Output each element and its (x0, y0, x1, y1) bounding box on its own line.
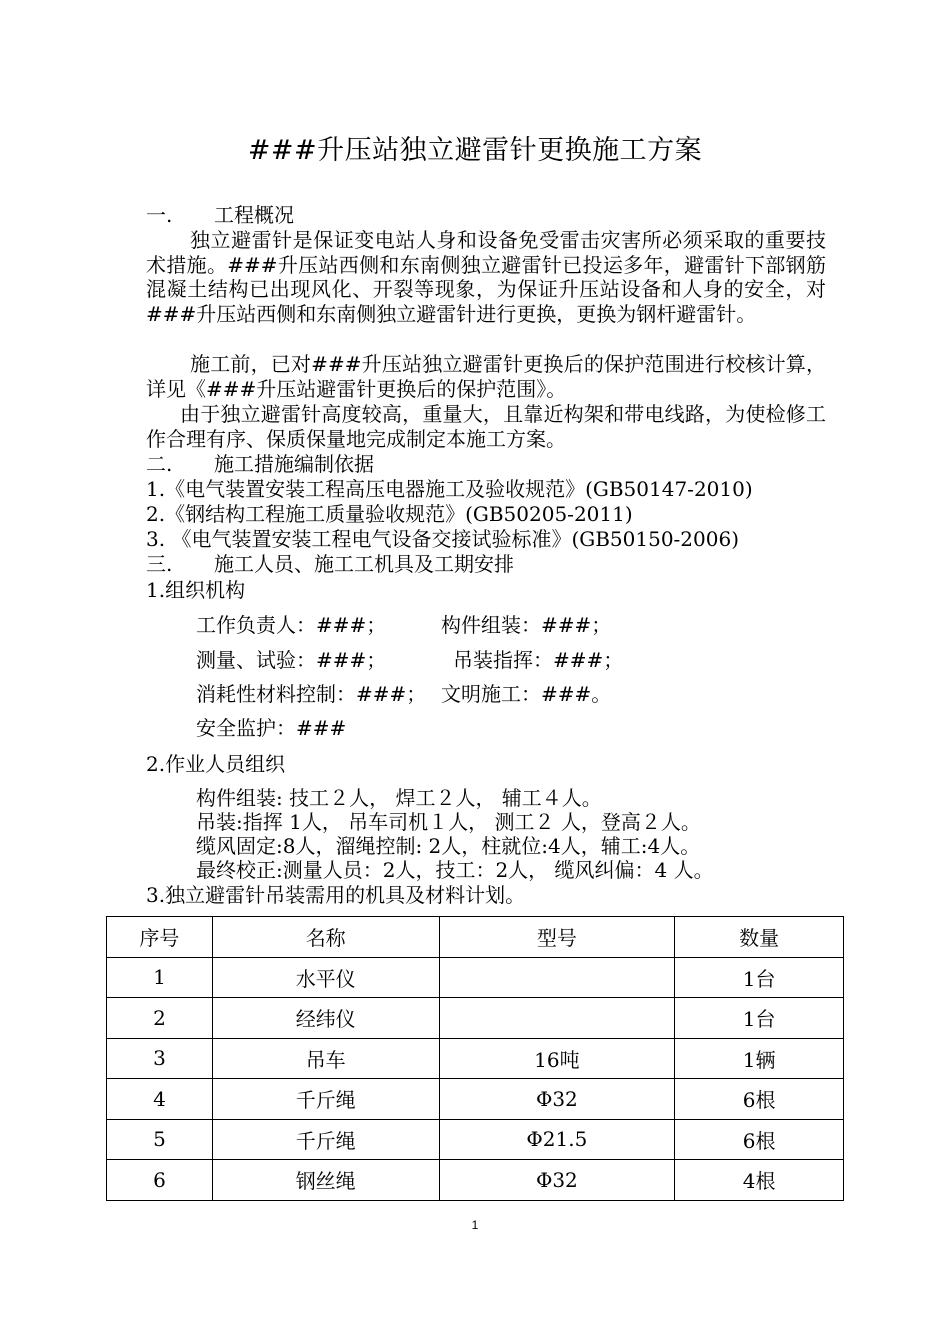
materials-table (106, 916, 844, 1201)
paragraph: 独立避雷针是保证变电站人身和设备免受雷击灾害所必须采取的重要技术措施。###升压站西侧和东南侧独立避雷针已投运多年，避雷针下部钢筋混凝土结构已出现风化、开裂等现象，为保证升压站设备和人身的安全，对###升压站西侧和东南侧独立避雷针进行更换，更换为钢杆避雷针。 (146, 228, 826, 326)
section-2-heading (146, 452, 826, 477)
column-header: 名称 (212, 917, 439, 958)
staff-line: 缆风固定:8人，溜绳控制: 2人，柱就位:4人，辅工:4人。 (196, 834, 701, 858)
section-1-heading (146, 203, 826, 228)
table-cell: 5 (107, 1119, 213, 1160)
reference-item: 1.《电气装置安装工程高压电器施工及验收规范》(GB50147-2010) (146, 477, 753, 501)
table-cell: 1台 (675, 957, 844, 998)
table-row (107, 998, 844, 1039)
table-row (107, 1119, 844, 1160)
subsection-heading: 2.作业人员组织 (146, 752, 286, 776)
table-cell: 16吨 (439, 1038, 675, 1079)
table-cell: 经纬仪 (212, 998, 439, 1039)
table-cell: 钢丝绳 (212, 1160, 439, 1201)
section-number: 三. (146, 552, 173, 576)
table-cell: 水平仪 (212, 957, 439, 998)
org-item: 测量、试验：###； (196, 648, 387, 672)
page-number: 1 (471, 1218, 479, 1232)
table-cell: 千斤绳 (212, 1079, 439, 1120)
paragraph: 由于独立避雷针高度较高，重量大，且靠近构架和带电线路，为使检修工作合理有序、保质保量地完成制定本施工方案。 (146, 402, 826, 451)
table-cell: 6根 (675, 1119, 844, 1160)
org-item: 安全监护：### (196, 716, 347, 740)
org-item: 工作负责人：###； (196, 613, 387, 637)
org-item: 吊装指挥：###； (453, 648, 624, 672)
reference-item: 3. 《电气装置安装工程电气设备交接试验标准》(GB50150-2006) (146, 527, 739, 551)
column-header: 数量 (675, 917, 844, 958)
column-header: 型号 (439, 917, 675, 958)
table-cell: 吊车 (212, 1038, 439, 1079)
staff-line: 构件组装: 技工２人， 焊工２人， 辅工４人。 (196, 786, 602, 810)
table-cell: 6 (107, 1160, 213, 1201)
section-title: 工程概况 (214, 203, 294, 227)
table-row (107, 1160, 844, 1201)
table-header-row (107, 917, 844, 958)
section-number: 二. (146, 452, 173, 476)
table-row (107, 957, 844, 998)
table-cell: 1辆 (675, 1038, 844, 1079)
table-cell: 2 (107, 998, 213, 1039)
table-cell: Φ32 (439, 1160, 675, 1201)
paragraph: 施工前，已对###升压站独立避雷针更换后的保护范围进行校核计算，详见《###升压站避雷针更换后的保护范围》。 (146, 352, 826, 401)
reference-item: 2.《钢结构工程施工质量验收规范》(GB50205-2011) (146, 502, 633, 526)
section-number: 一. (146, 203, 173, 227)
table-cell: 4根 (675, 1160, 844, 1201)
table-cell: 千斤绳 (212, 1119, 439, 1160)
column-header: 序号 (107, 917, 213, 958)
section-3-heading (146, 552, 826, 577)
table-cell (439, 957, 675, 998)
org-item: 文明施工：###。 (441, 682, 612, 706)
subsection-heading: 3.独立避雷针吊装需用的机具及材料计划。 (146, 883, 526, 907)
table-cell (439, 998, 675, 1039)
org-item: 构件组装：###； (441, 613, 612, 637)
table-cell: 1 (107, 957, 213, 998)
table-cell: Φ21.5 (439, 1119, 675, 1160)
staff-line: 吊装:指挥 1人， 吊车司机１人， 测工２ 人，登高２人。 (196, 810, 701, 834)
staff-line: 最终校正:测量人员：2人，技工：2人， 缆风纠偏：4 人。 (196, 858, 714, 882)
subsection-heading: 1.组织机构 (146, 578, 246, 602)
table-row (107, 1038, 844, 1079)
section-title: 施工人员、施工工机具及工期安排 (214, 552, 514, 576)
table-cell: Φ32 (439, 1079, 675, 1120)
table-row (107, 1079, 844, 1120)
table-cell: 3 (107, 1038, 213, 1079)
document-title: ###升压站独立避雷针更换施工方案 (247, 135, 703, 166)
table-cell: 4 (107, 1079, 213, 1120)
section-title: 施工措施编制依据 (214, 452, 374, 476)
table-cell: 1台 (675, 998, 844, 1039)
org-item: 消耗性材料控制：###； (196, 682, 427, 706)
table-cell: 6根 (675, 1079, 844, 1120)
